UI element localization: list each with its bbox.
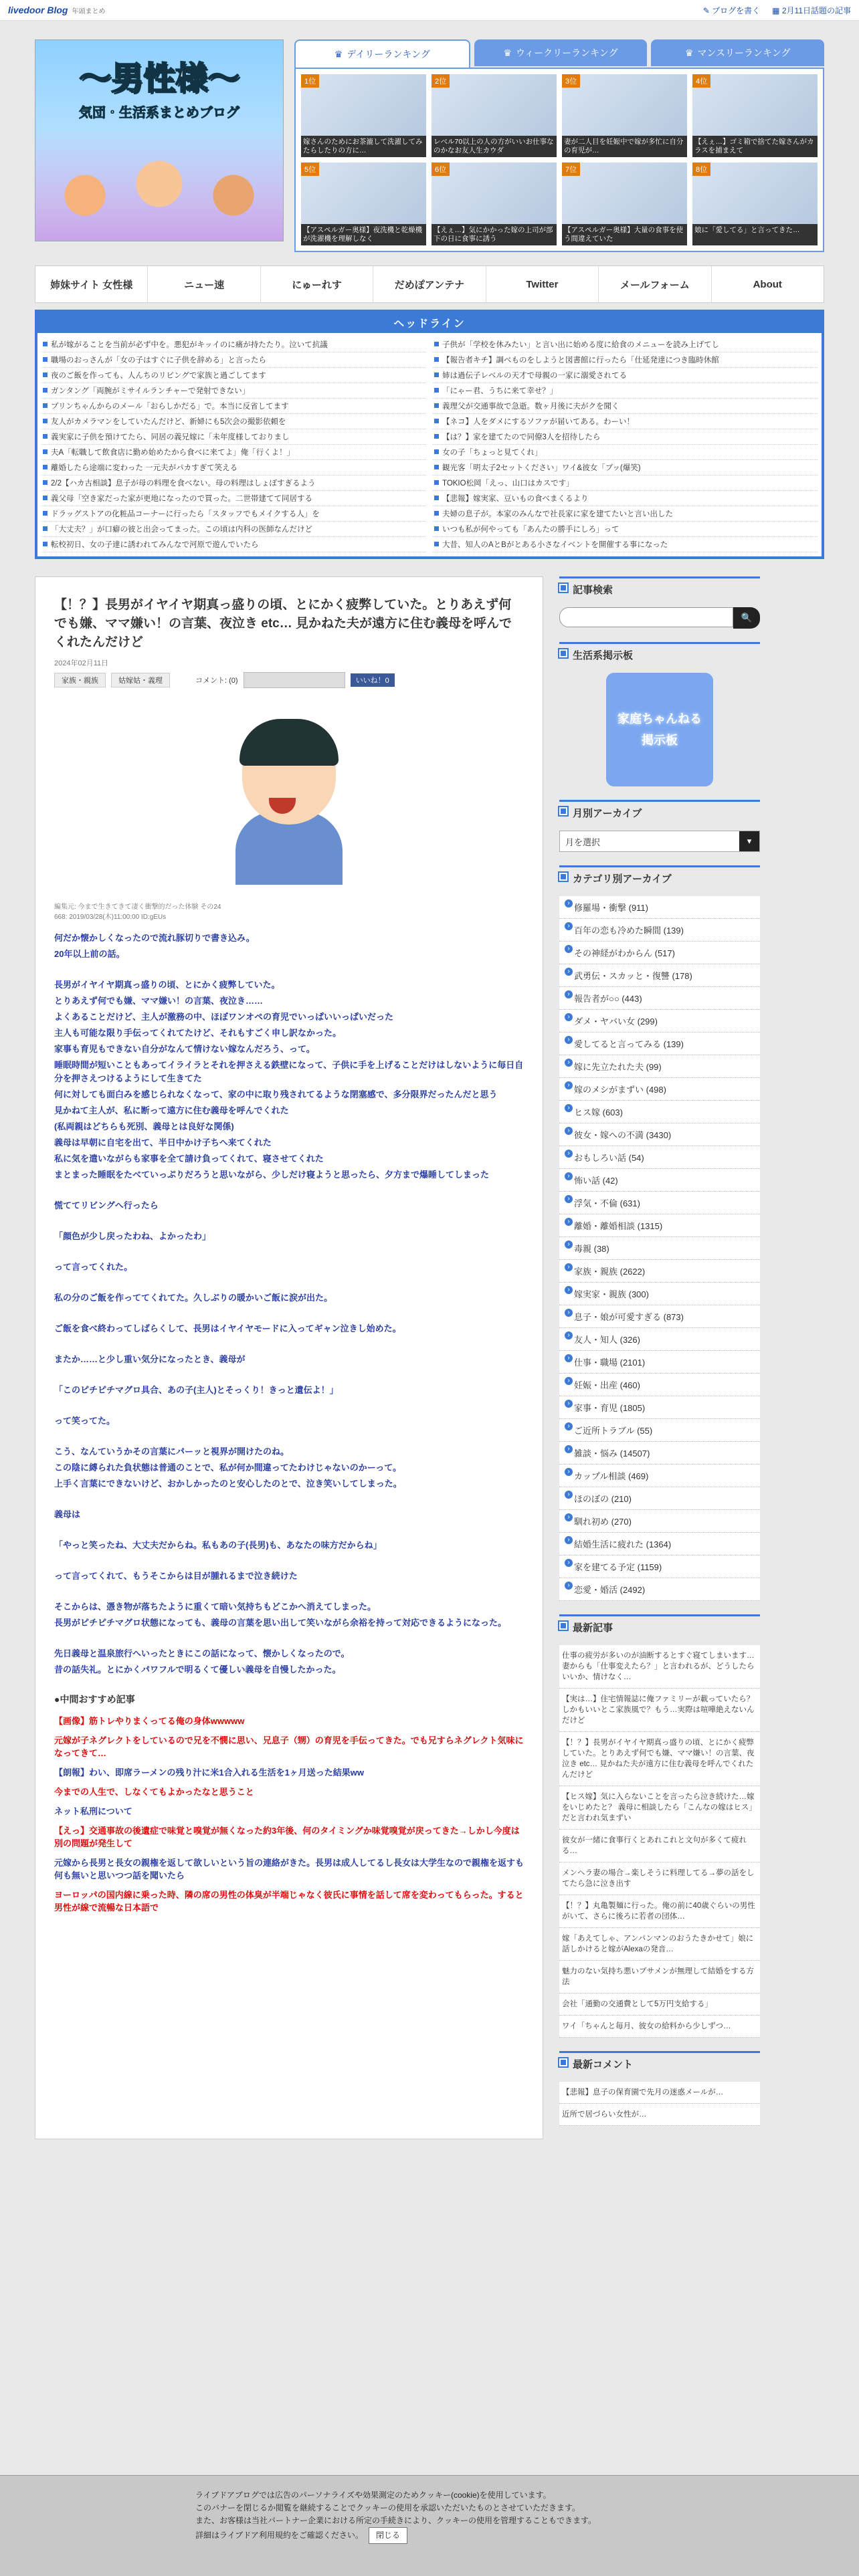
calendar-icon: ▦	[772, 5, 780, 15]
ranking-title: 【アスペルガー奥様】大量の食事を使う間違えていた	[562, 224, 687, 245]
ranking-item[interactable]	[692, 163, 818, 245]
headline-item[interactable]: 私が嫁がることを当前が必ず中を。悪犯がキッイのに痛が持たたり。泣いて抗議	[41, 337, 426, 352]
recommended-link[interactable]: 元嫁が子ネグレクトをしているので兄を不憫に思い、兄息子（甥）の育児を手伝ってきた。でも兄すらネグレクト気味になってきて…	[54, 1735, 524, 1758]
rank-badge: 4位	[692, 74, 710, 88]
article-line: 上手く言葉にできないけど、おかしかったのと安心したのとで、泣き笑いしてしまった。	[54, 1479, 402, 1489]
headline-item[interactable]: 【は？】家を建てたので同僚3人を招待したら	[433, 429, 818, 445]
latest-article-link[interactable]: 仕事の疲労が多いのが油断するとすぐ寝てしまいます…妻からも「仕事変えたら？」と言われるが、どうしたらいいか、情けなく…	[559, 1645, 760, 1689]
headline-item[interactable]: プリンちゃんからのメール「おらしかだる」で。本当に反省してます	[41, 399, 426, 414]
article-line: 長男がイヤイヤ期真っ盛りの頃、とにかく疲弊していた。	[54, 980, 280, 990]
tab-daily-ranking[interactable]	[294, 39, 470, 68]
category-link[interactable]: › 嫁に先立たれた夫 (99)	[559, 1055, 760, 1078]
top-bar	[0, 0, 859, 21]
article	[35, 576, 543, 2139]
article-body	[54, 932, 524, 1677]
article-line: 義母は	[54, 1509, 81, 1519]
category-link[interactable]: › 息子・娘が可愛すぎる (873)	[559, 1305, 760, 1328]
latest-article-link[interactable]: 【！？】長男がイヤイヤ期真っ盛りの頃、とにかく疲弊していた。とりあえず何でも嫌、ママ嫌い！の言葉、夜泣き etc… 見かねた夫が遠方に住む義母を呼んでくれたんだけど	[559, 1732, 760, 1786]
cookie-text: 詳細はライブドア利用規約をご確認ください。	[195, 2531, 363, 2540]
ranking-panel	[294, 39, 824, 252]
headline-item[interactable]: 夫A「転職して飲食店に勤め始めたから食べに来てよ」俺「行くよ！」	[41, 445, 426, 460]
ranking-item[interactable]	[562, 74, 687, 157]
ranking-title: 【アスペルガー奥様】夜洗機と乾燥機が洗濯機を理解しなく	[301, 224, 426, 245]
archive-select-value: 月を選択	[565, 837, 601, 847]
category-tag[interactable]: 家族・親族	[54, 673, 106, 687]
category-link[interactable]: › カップル相談 (469)	[559, 1465, 760, 1487]
cookie-text: このバナーを閉じるか閲覧を継続することでクッキーの使用を承認いただいたものとさせていただきます。	[195, 2503, 581, 2512]
category-link[interactable]: › 浮気・不倫 (631)	[559, 1192, 760, 1214]
ranking-thumbnail	[692, 74, 818, 136]
article-line: 主人も可能な限り手伝ってくれてたけど、それもすごく申し訳なかった。	[54, 1028, 342, 1038]
cookie-text: また、お客様は当社パートナー企業における所定の手続きにより、クッキーの使用を管理することもできます。	[195, 2516, 597, 2525]
category-widget-title: カテゴリ別アーカイブ	[559, 865, 760, 889]
nav-nyuresu[interactable]: にゅーれす	[261, 266, 373, 302]
logo-sub: 年頭まとめ	[72, 8, 106, 15]
print-button[interactable]	[244, 672, 345, 688]
nav-mailform[interactable]: メールフォーム	[599, 266, 711, 302]
nav-antenna[interactable]: だめぽアンテナ	[373, 266, 486, 302]
write-blog-link[interactable]	[703, 5, 760, 16]
ranking-item[interactable]	[432, 163, 557, 245]
crown-icon: ♛	[503, 47, 512, 58]
category-link[interactable]: › 馴れ初め (270)	[559, 1510, 760, 1533]
recommended-link[interactable]: 【えっ】交通事故の後遺症で味覚と嗅覚が無くなった約3年後、何のタイミングか味覚嗅覚が戻ってきた→しかし今度は別の問題が発生して	[54, 1826, 520, 1848]
latest-article-link[interactable]: メンヘラ妻の場合→楽しそうに料理してる→夢の話をしてたら急に泣き出す	[559, 1862, 760, 1895]
category-link[interactable]: › 家族・親族 (2622)	[559, 1260, 760, 1283]
category-link[interactable]: › ご近所トラブル (55)	[559, 1419, 760, 1442]
ranking-thumbnail	[432, 163, 557, 224]
ranking-item[interactable]	[562, 163, 687, 245]
category-link[interactable]: › 武勇伝・スカッと・復讐 (178)	[559, 964, 760, 987]
livedoor-logo[interactable]	[8, 5, 105, 15]
search-widget-title: 記事検索	[559, 576, 760, 601]
article-line: って言ってくれた。	[54, 1262, 133, 1272]
source-post: 668: 2019/03/28(木)11:00:00 ID:gEUs	[54, 914, 167, 921]
ranking-item[interactable]	[692, 74, 818, 157]
article-line: こう、なんていうかその言葉にパーッと視界が開けたのね。	[54, 1446, 290, 1457]
latest-article-link[interactable]: 【！？】丸亀製麺に行った。俺の前に40歳ぐらいの男性がいて、さらに後ろに若者の団体…	[559, 1895, 760, 1928]
category-link[interactable]: › 離婚・離婚相談 (1315)	[559, 1214, 760, 1237]
crown-icon: ♛	[684, 47, 694, 58]
archive-select[interactable]	[559, 831, 760, 852]
article-line: 見かねて主人が、私に断って遠方に住む義母を呼んでくれた	[54, 1105, 289, 1115]
article-line: とりあえず何でも嫌、ママ嫌い！の言葉、夜泣き……	[54, 996, 264, 1006]
rank-badge: 5位	[301, 163, 319, 176]
article-line: 「やっと笑ったね、大丈夫だからね。私もあの子(長男)も、あなたの味方だからね」	[54, 1540, 382, 1550]
tab-label: デイリーランキング	[347, 49, 430, 60]
recommended-link[interactable]: 【朗報】わい、即席ラーメンの残り汁に米1合入れる生活を1ヶ月送った結果ww	[54, 1767, 365, 1778]
rank-badge: 8位	[692, 163, 710, 176]
headline-item[interactable]: 義理父が交通事故で急逝。数ヶ月後に夫がクを聞く	[433, 399, 818, 414]
comment-count[interactable]: コメント: (0)	[195, 677, 238, 685]
headline-item[interactable]: 夜のご飯を作っても、人んちのリビングで家族と過ごしてます	[41, 368, 426, 383]
headline-item[interactable]: 義実家に子供を預けてたら、同居の義兄嫁に「未年度様しておりまし	[41, 429, 426, 445]
ranking-thumbnail	[432, 74, 557, 136]
rank-badge: 1位	[301, 74, 319, 88]
comments-widget-title: 最新コメント	[559, 2051, 760, 2075]
article-date: 2024年02月11日	[54, 659, 109, 667]
headline-item[interactable]: 大昔、知人のAとBがとある小さなイベントを開催する事になった	[433, 537, 818, 552]
category-link[interactable]: › 毒親 (38)	[559, 1237, 760, 1260]
search-button[interactable]: 🔍	[733, 607, 760, 629]
site-banner[interactable]	[35, 39, 284, 241]
article-line: って言ってくれて、もうそこからは目が腫れるまで泣き続けた	[54, 1571, 298, 1581]
rank-badge: 3位	[562, 74, 580, 88]
category-tag[interactable]: 姑嫁姑・義理	[111, 673, 170, 687]
ranking-item[interactable]	[432, 74, 557, 157]
pen-icon: ✎	[702, 5, 710, 15]
article-line: 私の分のご飯を作っててくれてた。久しぶりの暖かいご飯に涙が出た。	[54, 1293, 333, 1303]
nav-news[interactable]: ニュー速	[148, 266, 260, 302]
latest-article-link[interactable]: 彼女が一緒に食事行くとあれこれと文句が多くて疲れる…	[559, 1830, 760, 1862]
tab-label: マンスリーランキング	[697, 47, 791, 58]
headline-item[interactable]: 転校初日、女の子達に誘われてみんなで河原で遊んでいたら	[41, 537, 426, 552]
headline-item[interactable]: 離婚したら途端に変わった 一元夫がパカすぎて笑える	[41, 460, 426, 475]
trending-label: 2月11日話題の記事	[781, 5, 851, 15]
article-line: この陰に縛られた負状態は普通のことで、私が何か間違ってたわけじゃないのかーって。	[54, 1463, 401, 1473]
recommend-title: ●中間おすすめ記事	[54, 1694, 135, 1705]
ranking-title: 娘に「愛してる」と言ってきた…	[692, 224, 818, 245]
latest-comment-link[interactable]: 近所で居づらい女性が…	[559, 2104, 760, 2126]
latest-article-link[interactable]: 魅力のない気持ち悪いブサメンが無理して結婚をする方法	[559, 1961, 760, 1994]
article-line: 私に気を遣いながらも家事を全て請け負ってくれて、寝させてくれた	[54, 1154, 324, 1164]
category-link[interactable]: › 雑談・悩み (14507)	[559, 1442, 760, 1465]
category-link[interactable]: › 友人・知人 (326)	[559, 1328, 760, 1351]
ranking-thumbnail	[562, 74, 687, 136]
board-widget-title: 生活系掲示板	[559, 642, 760, 666]
nav-sister-site[interactable]: 姉妹サイト 女性様	[35, 266, 148, 302]
category-link[interactable]: › おもしろい話 (54)	[559, 1146, 760, 1169]
category-link[interactable]: › 修羅場・衝撃 (911)	[559, 896, 760, 919]
headline-item[interactable]: ドラッグストアの化粧品コーナーに行ったら「スタッフでもメイクする人」を	[41, 506, 426, 522]
recommended-link[interactable]: 今までの人生で、しなくてもよかったなと思うこと	[54, 1787, 254, 1797]
category-link[interactable]: › 嫁のメシがまずい (498)	[559, 1078, 760, 1101]
headline-item[interactable]: 友人がカメラマンをしていたんだけど、新婦にも5次会の撮影依頼を	[41, 414, 426, 429]
article-line: 先日義母と温泉旅行へいったときにこの話になって、懐かしくなったので。	[54, 1648, 350, 1658]
article-line: ご飯を食べ終わってしばらくして、長男はイヤイヤモードに入ってギャン泣きし始めた。	[54, 1323, 401, 1333]
category-link[interactable]: › 恋愛・婚活 (2492)	[559, 1578, 760, 1601]
recommended-articles	[54, 1693, 524, 1913]
article-line: よくあることだけど、主人が激務の中、ほぼワンオペの育児でいっぱいいっぱいだった	[54, 1012, 394, 1022]
ranking-title: 妻が二人目を妊娠中で嫁が多忙に自分の育児が…	[562, 136, 687, 157]
board-line-1: 家庭ちゃんねる	[617, 712, 702, 726]
headline-item[interactable]: 子供が「学校を休みたい」と言い出に始める度に給食のメニューを読み上げてし	[433, 337, 818, 352]
headline-box	[35, 310, 824, 559]
category-link[interactable]: › 家を建てる予定 (1159)	[559, 1555, 760, 1578]
headline-item[interactable]: 2/2【ハカ古相談】息子が母の料理を食べない。母の料理はしょぼすぎるよう	[41, 475, 426, 491]
ranking-thumbnail	[692, 163, 818, 224]
rank-badge: 2位	[432, 74, 450, 88]
headline-item[interactable]: 職場のおっさんが「女の子はすぐに子供を辞める」と言ったら	[41, 352, 426, 368]
ranking-title: レベル70以上の人の方がいいお仕事なのかなお友人生カウダ	[432, 136, 557, 157]
tab-label: ウィークリーランキング	[515, 47, 618, 58]
banner-characters-image	[35, 127, 283, 241]
article-line: 慌ててリビングへ行ったら	[54, 1200, 159, 1210]
category-link[interactable]: › 仕事・職場 (2101)	[559, 1351, 760, 1374]
crown-icon: ♛	[334, 48, 343, 60]
article-line: そこからは、憑き物が落ちたように重くて暗い気持ちもどこかへ消えてしまった。	[54, 1602, 377, 1612]
category-link[interactable]: › 結婚生活に疲れた (1364)	[559, 1533, 760, 1555]
ranking-title: 【えぇ…】ゴミ箱で捨てた嫁さんがカラスを捕まえて	[692, 136, 818, 157]
write-blog-label: ブログを書く	[712, 5, 761, 15]
article-line: 長男がピチピチマグロ状態になっても、義母の言葉を思い出して笑いながら余裕を持って対応できるようになった。	[54, 1618, 507, 1628]
rank-badge: 7位	[562, 163, 580, 176]
ranking-item[interactable]	[301, 74, 426, 157]
board-banner[interactable]	[606, 673, 713, 786]
category-link[interactable]: › 彼女・嫁への不満 (3430)	[559, 1123, 760, 1146]
ranking-item[interactable]	[301, 163, 426, 245]
headline-item[interactable]: ガンタング「両腕がミサイルランチャーで発射できない」	[41, 383, 426, 399]
recommended-link[interactable]: ヨーロッパの国内線に乗った時、隣の席の男性の体臭が半端じゃなく彼氏に事情を話して席を変わってもらった。すると男性が線で流暢な日本語で	[54, 1890, 524, 1913]
headline-item[interactable]: いつも私が何やっても「あんたの勝手にしろ」って	[433, 522, 818, 537]
latest-article-link[interactable]: ワイ「ちゃんと毎月、彼女の給料から少しずつ…	[559, 2016, 760, 2038]
nav-about[interactable]: About	[753, 278, 782, 290]
ranking-title: 嫁さんのためにお茶漉して洗濯してみたらしたりの方に…	[301, 136, 426, 157]
category-link[interactable]: › その神経がわからん (517)	[559, 942, 760, 964]
category-link[interactable]: › 家事・育児 (1805)	[559, 1396, 760, 1419]
article-line: 20年以上前の話。	[54, 949, 125, 959]
archive-widget-title: 月別アーカイブ	[559, 800, 760, 824]
article-line: またか……と少し重い気分になったとき、義母が	[54, 1354, 246, 1364]
site-subtitle: 気団・生活系まとめブログ	[79, 106, 240, 120]
latest-article-link[interactable]: 【ヒス嫁】気に入らないことを言ったら泣き続けた…嫁をいじめたと？ 義母に相談したら「こんなの嫁はヒス」だと言われ気まずい	[559, 1786, 760, 1830]
recommended-link[interactable]: ネット私刑について	[54, 1806, 132, 1816]
headline-title: ヘッドライン	[393, 318, 466, 330]
ranking-title: 【えぇ…】気にかかった嫁の上司が部下の日に食事に誘う	[432, 224, 557, 245]
cookie-text: ライブドアブログでは広告のパーソナライズや効果測定のためクッキー(cookie)を使用しています。	[195, 2490, 551, 2500]
headline-item[interactable]: 観光客「明太子2セットください」ワイ&彼女「ブッ(爆笑)	[433, 460, 818, 475]
comment-label: コメント	[195, 677, 225, 685]
headline-item[interactable]: TOKIO松岡「えっ、山口はカスです」	[433, 475, 818, 491]
headline-item[interactable]: 姉は過伝子レベルの天才で母親の一家に溺愛されてる	[433, 368, 818, 383]
sidebar	[559, 576, 760, 2139]
category-link[interactable]: › ヒス嫁 (603)	[559, 1101, 760, 1123]
logo-text: livedoor Blog	[8, 5, 68, 15]
tab-monthly-ranking[interactable]	[651, 39, 824, 66]
category-link[interactable]: › 嫁実家・親族 (300)	[559, 1283, 760, 1305]
board-line-2: 掲示板	[642, 734, 678, 747]
latest-widget-title: 最新記事	[559, 1614, 760, 1638]
headline-item[interactable]: 夫婦の息子が。本家のみんなで社長家に家を建てたいと言い出した	[433, 506, 818, 522]
recommended-link[interactable]: 【画像】筋トレやりまくってる俺の身体wwwww	[54, 1716, 245, 1726]
latest-article-link[interactable]: 会社「通勤の交通費として5万円支給する」	[559, 1994, 760, 2016]
headline-item[interactable]: 【報告者キチ】調べものをしようと図書館に行ったら「仕延発達につき臨時休館	[433, 352, 818, 368]
comment-count-value: (0)	[229, 677, 238, 685]
trending-link[interactable]	[772, 5, 851, 16]
cookie-close-button[interactable]: 閉じる	[369, 2527, 407, 2544]
category-link[interactable]: › ダメ・ヤバい女 (299)	[559, 1010, 760, 1033]
source-line: 編集元: 今まで生きてきて凄く衝撃的だった体験 その24	[54, 903, 221, 911]
article-line: って笑ってた。	[54, 1416, 116, 1426]
headline-item[interactable]: 女の子「ちょっと見てくれ」	[433, 445, 818, 460]
article-title: 【！？】長男がイヤイヤ期真っ盛りの頃、とにかく疲弊していた。とりあえず何でも嫌、ママ嫌い！の言葉、夜泣き etc… 見かねた夫が遠方に住む義母を呼んでくれたんだけど	[54, 598, 512, 649]
latest-comment-link[interactable]: 【悲報】息子の保育園で先月の迷惑メールが…	[559, 2082, 760, 2104]
article-line: 家事も育児もできない自分がなんて情けない嫁なんだろう、って。	[54, 1044, 315, 1054]
article-line: 睡眠時間が短いこともあってイライラとそれを押さえる鉄壁になって、子供に手を上げることだけはしないように毎日自分を押さえつけるようにして生きてた	[54, 1060, 524, 1083]
headline-item[interactable]: 「にゃー君、うちに来て幸せ？」	[433, 383, 818, 399]
latest-article-link[interactable]: 嫁「あえてしゃ、アンパンマンのおうたきかせて」娘に話しかけると嫁がAlexaの発音…	[559, 1928, 760, 1961]
ranking-thumbnail	[301, 163, 426, 224]
headline-item[interactable]: 義父母「空き家だった家が更地になったので買った。二世帯建てて同居する	[41, 491, 426, 506]
recommended-link[interactable]: 元嫁から長男と長女の親権を返して欲しいという旨の連絡がきた。長男は成人してるし長女は大学生なので親権を返すも何も無いと思いつつ話を聞いたら	[54, 1858, 524, 1881]
chevron-down-icon: ▾	[739, 831, 759, 851]
cookie-banner	[0, 2475, 859, 2576]
headline-item[interactable]: 【悲報】嫁実家、豆いもの食べまくるより	[433, 491, 818, 506]
nav-twitter[interactable]: Twitter	[486, 266, 599, 302]
latest-article-link[interactable]: 【実は…】住宅情報誌に俺ファミリーが載っていたら？しかもいいとこ家族風で？もう…実際は喧嘩絶えないんだけど	[559, 1689, 760, 1732]
headline-item[interactable]: 【ネコ】人をダメにするソファが届いてある。わーい！	[433, 414, 818, 429]
article-line: まとまった睡眠をたべていっぷりだろうと思いながら、少しだけ寝ようと思ったら、夕方まで爆睡してしまった	[54, 1170, 490, 1180]
article-line: 「顔色が少し戻ったわね、よかったわ」	[54, 1231, 211, 1241]
article-line: 昔の話失礼。とにかくパワフルで明るくて優しい義母を自慢したかった。	[54, 1665, 341, 1675]
article-line: 義母は早朝に自宅を出て、半日中かけ子ちへ来てくれた	[54, 1138, 272, 1148]
category-link[interactable]: › 怖い話 (42)	[559, 1169, 760, 1192]
search-input[interactable]	[559, 607, 733, 627]
site-title: ～男性様～	[78, 61, 240, 96]
category-link[interactable]: › 愛してると言ってみる (139)	[559, 1033, 760, 1055]
headline-item[interactable]: 「大丈夫？」が口癖の彼と出会ってまった。この頃は内科の医師なんだけど	[41, 522, 426, 537]
ranking-thumbnail	[562, 163, 687, 224]
category-link[interactable]: › ほのぼの (210)	[559, 1487, 760, 1510]
tab-weekly-ranking[interactable]	[474, 39, 648, 66]
ranking-thumbnail	[301, 74, 426, 136]
main-nav	[35, 265, 824, 303]
category-link[interactable]: › 百年の恋も冷めた瞬間 (139)	[559, 919, 760, 942]
category-link[interactable]: › 妊娠・出産 (460)	[559, 1374, 760, 1396]
category-link[interactable]: › 報告者が○○ (443)	[559, 987, 760, 1010]
article-line: 「このピチピチマグロ具合、あの子(主人)とそっくり！きっと遺伝よ！」	[54, 1385, 339, 1395]
article-line: 何に対しても面白みを感じられなくなって、家の中に取り残されてるような閉塞感で、多分限界だったんだと思う	[54, 1089, 498, 1099]
article-line: (私両親はどちらも死別、義母とは良好な関係)	[54, 1121, 234, 1132]
article-line: 何だか懐かしくなったので流れ豚切りで書き込み。	[54, 933, 255, 943]
like-button[interactable]: いいね！0	[351, 673, 395, 687]
article-illustration	[195, 704, 383, 885]
rank-badge: 6位	[432, 163, 450, 176]
